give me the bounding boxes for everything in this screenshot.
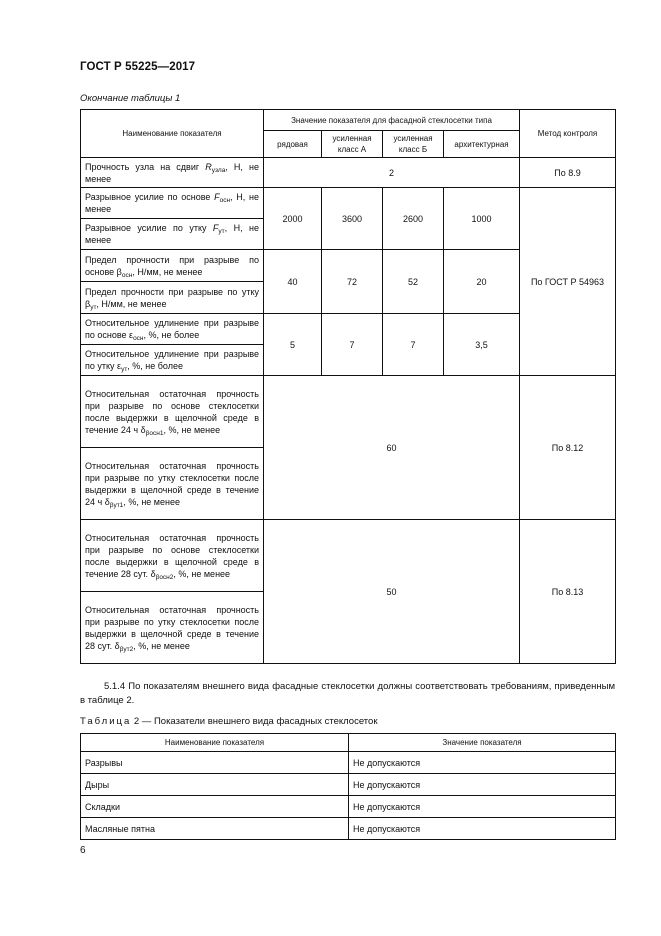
document-header: ГОСТ Р 55225—2017 <box>80 61 196 73</box>
t1-header-type: рядовая <box>264 131 322 158</box>
t1-header-name: Наименование показателя <box>81 110 264 158</box>
t1-row-name: Относительное удлинение при разрыве по основе $\varepsilon_{осн}$, %, не более <box>81 314 264 345</box>
t1-row-name: Относительная остаточная прочность при разрыве по основе стеклосетки после выдержки в щелочной среде в течение 28 сут. $\delta_{\beta осн2}$, %, не менее <box>81 520 264 592</box>
table-row <box>81 774 616 796</box>
t1-value-cell: 2600 <box>383 188 444 250</box>
t1-value-cell: 72 <box>322 250 383 314</box>
t1-value-cell: 7 <box>383 314 444 376</box>
paragraph-5-1-4: 5.1.4 По показателям внешнего вида фасадные стеклосетки должны соответствовать требованиям, приведенным в таблице 2. <box>80 681 615 706</box>
t1-row-name: Прочность узла на сдвиг $R_{узла}$, Н, не менее <box>81 158 264 188</box>
t1-method-cell: По 8.9 <box>520 158 616 188</box>
t2-name-cell: Разрывы <box>81 752 349 774</box>
table-row <box>81 818 616 840</box>
t1-row-name: Относительная остаточная прочность при разрыве по утку стеклосетки после выдержки в щелочной среде в течение 28 сут. $\delta_{\beta ут2}$, %, не менее <box>81 592 264 664</box>
t1-row-name: Относительная остаточная прочность при разрыве по утку стеклосетки после выдержки в щелочной среде в течение 24 ч $\delta_{\beta ут1}$, %, не менее <box>81 448 264 520</box>
page-number: 6 <box>80 845 86 856</box>
t1-header-type: усиленная класс А <box>322 131 383 158</box>
t1-method-cell: По 8.12 <box>520 376 616 520</box>
t1-row-name: Относительная остаточная прочность при разрыве по основе стеклосетки после выдержки в щелочной среде в течение 24 ч $\delta_{\beta осн1}$, %, не менее <box>81 376 264 448</box>
t1-header-type: архитектурная <box>444 131 520 158</box>
t2-header-name: Наименование показателя <box>81 734 349 752</box>
t1-row-name: Предел прочности при разрыве по утку $\beta_{ут}$, Н/мм, не менее <box>81 282 264 314</box>
t1-value-cell: 3600 <box>322 188 383 250</box>
t1-header-method: Метод контроля <box>520 110 616 158</box>
t1-row-name: Предел прочности при разрыве по основе $\beta_{осн}$, Н/мм, не менее <box>81 250 264 282</box>
t1-row-name: Относительное удлинение при разрыве по утку $\varepsilon_{ут}$, %, не более <box>81 345 264 376</box>
table-row <box>81 752 616 774</box>
table2 <box>80 733 616 840</box>
t1-value-cell: 7 <box>322 314 383 376</box>
t1-value-cell: 3,5 <box>444 314 520 376</box>
table-row <box>81 796 616 818</box>
t2-value-cell: Не допускаются <box>349 796 616 818</box>
t1-header-group: Значение показателя для фасадной стеклосетки типа <box>264 110 520 131</box>
t1-value-cell: 52 <box>383 250 444 314</box>
table1 <box>80 109 616 664</box>
t1-value-cell: 2000 <box>264 188 322 250</box>
t1-row-name: Разрывное усилие по утку $F_{ут}$, Н, не менее <box>81 219 264 250</box>
t1-method-cell: По 8.13 <box>520 520 616 664</box>
t1-value-cell: 2 <box>264 158 520 188</box>
t2-name-cell: Дыры <box>81 774 349 796</box>
t2-name-cell: Складки <box>81 796 349 818</box>
t1-row-name: Разрывное усилие по основе $F_{осн}$, Н, не менее <box>81 188 264 219</box>
t1-value-cell: 50 <box>264 520 520 664</box>
t1-value-cell: 60 <box>264 376 520 520</box>
t2-value-cell: Не допускаются <box>349 752 616 774</box>
t1-value-cell: 20 <box>444 250 520 314</box>
table2-caption: Таблица 2 — Показатели внешнего вида фасадных стеклосеток <box>80 716 378 727</box>
t2-name-cell: Масляные пятна <box>81 818 349 840</box>
t1-header-type: усиленная класс Б <box>383 131 444 158</box>
t1-method-cell: По ГОСТ Р 54963 <box>520 188 616 376</box>
t2-value-cell: Не допускаются <box>349 818 616 840</box>
t1-value-cell: 40 <box>264 250 322 314</box>
t1-value-cell: 5 <box>264 314 322 376</box>
t2-value-cell: Не допускаются <box>349 774 616 796</box>
t1-value-cell: 1000 <box>444 188 520 250</box>
table1-caption: Окончание таблицы 1 <box>80 93 181 104</box>
t2-header-value: Значение показателя <box>349 734 616 752</box>
